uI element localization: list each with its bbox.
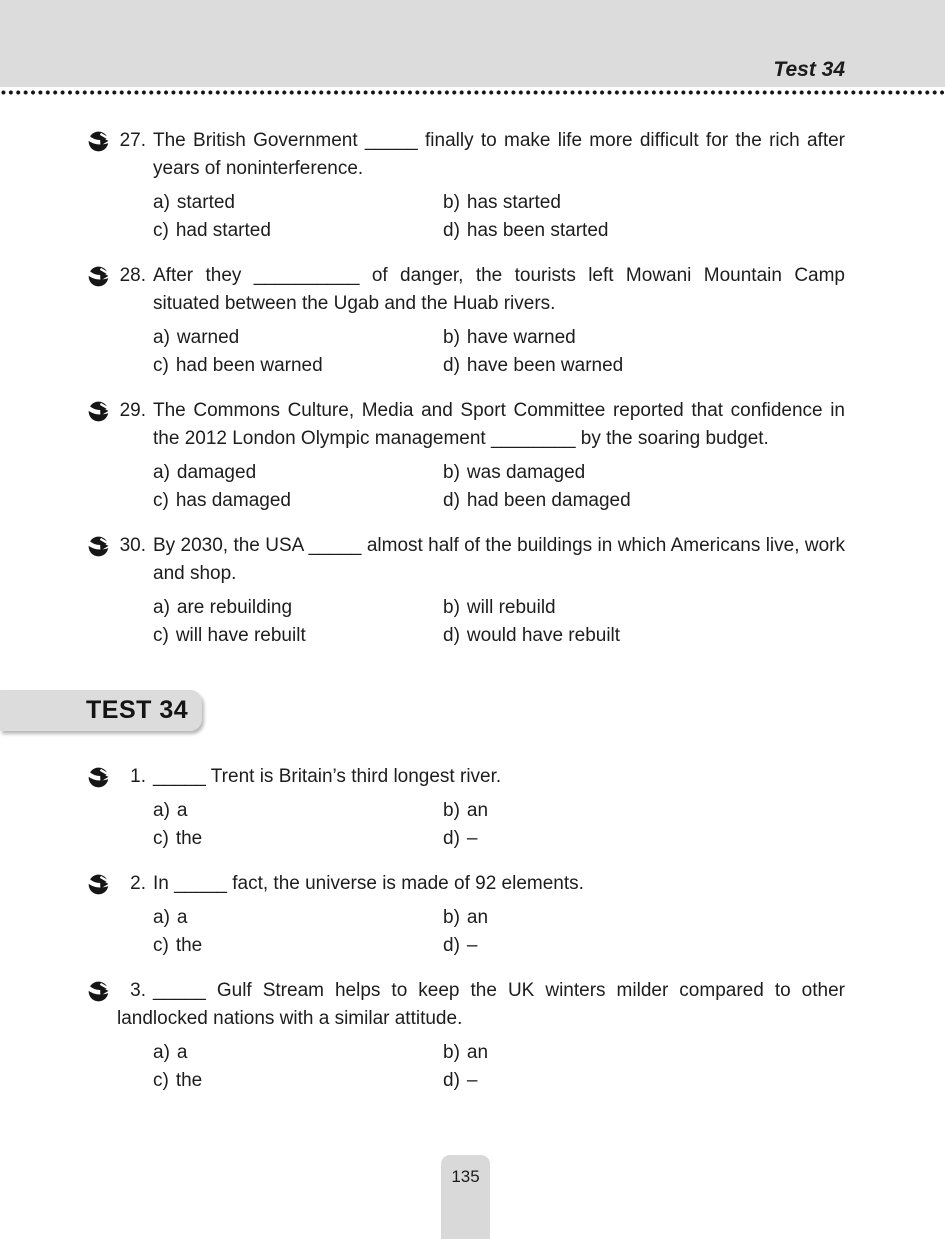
option-d — [443, 487, 845, 515]
option-letter: a) — [153, 907, 170, 928]
option-letter: c) — [153, 490, 169, 511]
option-d — [443, 352, 845, 380]
option-a — [153, 459, 443, 487]
question-body — [153, 127, 845, 245]
option-a — [153, 904, 443, 932]
option-c — [153, 217, 443, 245]
page-number-tab — [441, 1155, 490, 1239]
question-text: In _____ fact, the universe is made of 92 elements. — [153, 873, 584, 894]
running-header-title: Test 34 — [773, 58, 845, 81]
option-letter: a) — [153, 597, 170, 618]
question-text: After they __________ of danger, the tourists left Mowani Mountain Camp situated between the Ugab and the Huab rivers. — [153, 265, 845, 314]
option-letter: a) — [153, 800, 170, 821]
option-text: an — [466, 907, 489, 928]
option-letter: d) — [443, 355, 460, 376]
option-text: – — [466, 935, 478, 956]
option-text: would have rebuilt — [466, 625, 621, 646]
question-text: The Commons Culture, Media and Sport Committee reported that confidence in the 2012 London Olympic management ________ by the soaring budget. — [153, 400, 845, 449]
option-c — [153, 487, 443, 515]
question-27 — [88, 127, 845, 245]
option-a — [153, 594, 443, 622]
option-letter: c) — [153, 625, 169, 646]
option-letter: d) — [443, 1070, 460, 1091]
options-grid — [153, 324, 845, 380]
dotted-divider — [0, 87, 945, 98]
circular-arrow-icon — [88, 981, 109, 1002]
circular-arrow-icon — [88, 266, 109, 287]
option-text: was damaged — [466, 462, 586, 483]
option-text: the — [175, 935, 203, 956]
question-number: 1. — [130, 766, 146, 787]
option-d — [443, 1067, 845, 1095]
option-letter: d) — [443, 935, 460, 956]
question-number: 27. — [119, 130, 146, 151]
option-letter: d) — [443, 625, 460, 646]
option-d — [443, 622, 845, 650]
options-grid — [153, 189, 845, 245]
option-text: – — [466, 828, 478, 849]
option-text: the — [175, 1070, 203, 1091]
option-letter: a) — [153, 462, 170, 483]
circular-arrow-icon — [88, 536, 109, 557]
option-text: damaged — [176, 462, 257, 483]
question-body — [153, 397, 845, 515]
question-3 — [88, 977, 845, 1095]
option-c — [153, 352, 443, 380]
option-c — [153, 622, 443, 650]
question-1 — [88, 763, 845, 853]
option-text: a — [176, 907, 188, 928]
question-number: 30. — [119, 535, 146, 556]
option-text: an — [466, 800, 489, 821]
question-text: The British Government _____ finally to make life more difficult for the rich after years of noninterference. — [153, 130, 845, 179]
question-number: 28. — [119, 265, 146, 286]
option-text: has been started — [466, 220, 609, 241]
test-section-heading: TEST 34 — [0, 690, 202, 731]
option-c — [153, 1067, 443, 1095]
option-text: – — [466, 1070, 478, 1091]
option-text: are rebuilding — [176, 597, 293, 618]
option-letter: c) — [153, 220, 169, 241]
question-text: _____ Trent is Britain’s third longest river. — [153, 766, 502, 787]
option-letter: b) — [443, 907, 460, 928]
question-text: By 2030, the USA _____ almost half of the buildings in which Americans live, work and shop. — [153, 535, 845, 584]
option-text: has damaged — [175, 490, 291, 511]
option-b — [443, 459, 845, 487]
option-letter: b) — [443, 1042, 460, 1063]
option-a — [153, 797, 443, 825]
options-grid — [153, 797, 845, 853]
circular-arrow-icon — [88, 874, 109, 895]
question-number: 3. — [130, 980, 146, 1001]
header-band — [0, 0, 945, 87]
option-letter: c) — [153, 828, 169, 849]
question-text: _____ Gulf Stream helps to keep the UK winters milder compared to other landlocked nations with a similar attitude. — [117, 980, 845, 1029]
circular-arrow-icon — [88, 767, 109, 788]
option-text: an — [466, 1042, 489, 1063]
option-text: a — [176, 800, 188, 821]
question-body — [153, 262, 845, 380]
circular-arrow-icon — [88, 131, 109, 152]
page-number: 135 — [451, 1167, 480, 1186]
options-grid — [153, 594, 845, 650]
question-28 — [88, 262, 845, 380]
option-a — [153, 189, 443, 217]
option-text: had been damaged — [466, 490, 631, 511]
option-letter: d) — [443, 490, 460, 511]
option-a — [153, 1039, 443, 1067]
question-body — [153, 870, 845, 960]
option-text: had started — [175, 220, 271, 241]
option-letter: b) — [443, 192, 460, 213]
question-29 — [88, 397, 845, 515]
option-b — [443, 797, 845, 825]
option-d — [443, 217, 845, 245]
option-letter: c) — [153, 1070, 169, 1091]
option-c — [153, 825, 443, 853]
option-d — [443, 932, 845, 960]
option-a — [153, 324, 443, 352]
option-b — [443, 594, 845, 622]
option-letter: c) — [153, 355, 169, 376]
option-b — [443, 904, 845, 932]
option-text: have warned — [466, 327, 576, 348]
option-letter: a) — [153, 1042, 170, 1063]
question-body — [153, 763, 845, 853]
option-text: warned — [176, 327, 240, 348]
option-letter: d) — [443, 828, 460, 849]
question-body — [153, 532, 845, 650]
option-letter: a) — [153, 327, 170, 348]
option-b — [443, 189, 845, 217]
question-number: 2. — [130, 873, 146, 894]
option-text: will rebuild — [466, 597, 556, 618]
option-letter: b) — [443, 327, 460, 348]
option-text: the — [175, 828, 203, 849]
option-letter: b) — [443, 462, 460, 483]
option-text: has started — [466, 192, 561, 213]
option-b — [443, 1039, 845, 1067]
question-number: 29. — [119, 400, 146, 421]
option-text: started — [176, 192, 235, 213]
circular-arrow-icon — [88, 401, 109, 422]
options-grid — [153, 904, 845, 960]
option-letter: b) — [443, 597, 460, 618]
option-text: had been warned — [175, 355, 323, 376]
question-body — [117, 977, 845, 1095]
question-2 — [88, 870, 845, 960]
option-letter: d) — [443, 220, 460, 241]
option-letter: b) — [443, 800, 460, 821]
options-grid — [153, 1039, 845, 1095]
option-d — [443, 825, 845, 853]
option-text: will have rebuilt — [175, 625, 306, 646]
options-grid — [153, 459, 845, 515]
option-text: have been warned — [466, 355, 624, 376]
option-letter: a) — [153, 192, 170, 213]
option-text: a — [176, 1042, 188, 1063]
question-30 — [88, 532, 845, 650]
option-letter: c) — [153, 935, 169, 956]
option-b — [443, 324, 845, 352]
option-c — [153, 932, 443, 960]
